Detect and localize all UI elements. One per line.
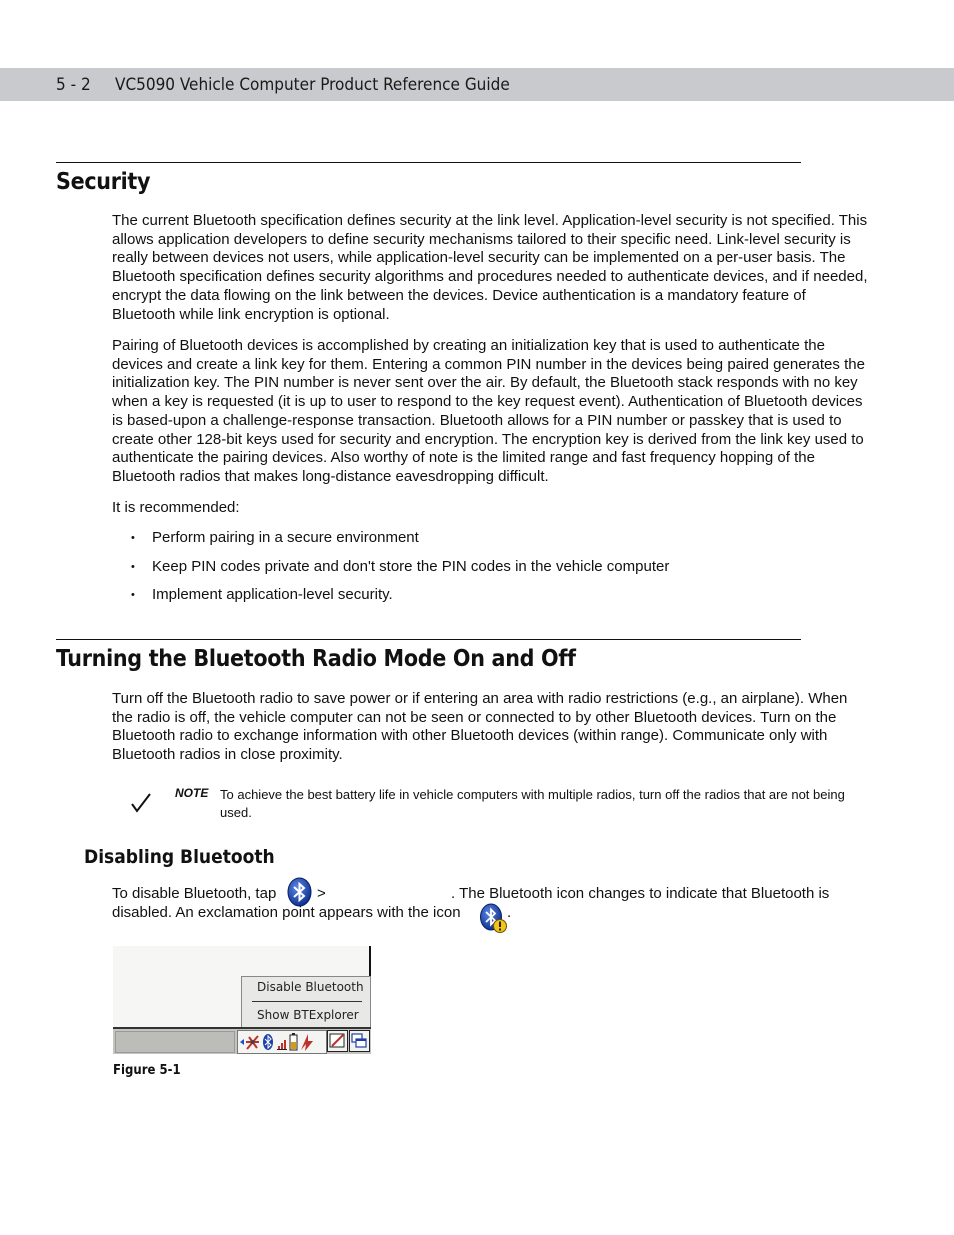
radio-mode-paragraph: Turn off the Bluetooth radio to save power or if entering an area with radio restrictions (e.g., an airplane). When the radio is off, the vehicle computer can not be seen or connected to by other Bluetooth devices. Turn on the Bluetooth radio to exchange information with other Bluetooth devices (within range). Communicate only with Bluetooth radios in close proximity. [112, 690, 848, 764]
wireless-icon [246, 1036, 259, 1049]
running-header [56, 75, 510, 95]
tray-arrow-icon [240, 1039, 244, 1045]
security-heading: Security [56, 169, 151, 195]
disabling-line-2: disabled. An exclamation point appears with the icon [112, 904, 461, 921]
security-paragraph-1: The current Bluetooth specification defines security at the link level. Application-level security is not specified. This allows application developers to define security mechanisms tailored to their specific need. Link-level security is really between devices not users, while application-level security can be implemented on a per-user basis. The Bluetooth specification defines security algorithms and procedures needed to authenticate devices, and if needed, encrypt the data flowing on the link between the devices. Device authentication is a mandatory feature of Bluetooth while link encryption is optional. [112, 212, 868, 323]
signal-icon [277, 1040, 287, 1050]
show-btexplorer-menu-item[interactable]: Show BTExplorer [257, 1008, 359, 1022]
menu-path-separator: > [317, 885, 326, 902]
bluetooth-tray-icon [263, 1034, 273, 1050]
power-icon [301, 1034, 313, 1051]
taskbar [113, 1029, 371, 1054]
security-paragraph-2: Pairing of Bluetooth devices is accomplished by creating an initialization key that is used to authenticate the devices and create a link key for them. Entering a common PIN number in the devices being paired generates the initialization key. The PIN number is never sent over the air. By default, the Bluetooth stack responds with no key when a key is requested (it is up to user to respond to the key request event). Authentication of Bluetooth devices is based-upon a challenge-response transaction. Bluetooth allows for a PIN number or passkey that is used to create other 128-bit keys used for security and encryption. The encryption key is derived from the link key used to authenticate the pairing devices. Also worthy of note is the limited range and fast frequency hopping of the Bluetooth radios that makes long-distance eavesdropping difficult. [112, 337, 865, 485]
note-label: NOTE [175, 786, 209, 800]
disabling-line-1: To disable Bluetooth, tap [112, 885, 277, 902]
figure-caption: Figure 5-1 [113, 1063, 181, 1078]
disabling-line-2-end: . [507, 904, 512, 921]
tray-icons [238, 1031, 326, 1053]
edit-icon[interactable] [327, 1030, 348, 1052]
disabling-bluetooth-heading: Disabling Bluetooth [84, 846, 275, 868]
checkmark-icon [130, 790, 152, 814]
radio-mode-heading: Turning the Bluetooth Radio Mode On and Off [56, 646, 576, 672]
bluetooth-menu-screenshot [113, 946, 371, 1054]
system-tray [237, 1030, 327, 1054]
disabling-line-1-end: . The Bluetooth icon changes to indicate that Bluetooth is [451, 885, 830, 902]
bluetooth-icon [287, 877, 312, 907]
windows-icon[interactable] [349, 1030, 370, 1052]
section-rule [56, 639, 801, 640]
bullet-icon: • [131, 560, 135, 573]
taskbar-empty-area [115, 1031, 235, 1053]
book-title: VC5090 Vehicle Computer Product Reference Guide [114, 75, 510, 95]
bluetooth-popup-menu [241, 976, 371, 1028]
bluetooth-disabled-icon [479, 903, 508, 934]
menu-separator [252, 1001, 362, 1002]
page-number: 5 - 2 [56, 75, 91, 95]
battery-icon [290, 1033, 297, 1050]
section-rule [56, 162, 801, 163]
security-paragraph-3: It is recommended: [112, 499, 240, 516]
bullet-icon: • [131, 589, 135, 601]
bullet-icon: • [131, 532, 135, 544]
note-text: To achieve the best battery life in vehicle computers with multiple radios, turn off the radios that are not being used. [220, 787, 845, 820]
disable-bluetooth-menu-item[interactable]: Disable Bluetooth [257, 980, 364, 994]
